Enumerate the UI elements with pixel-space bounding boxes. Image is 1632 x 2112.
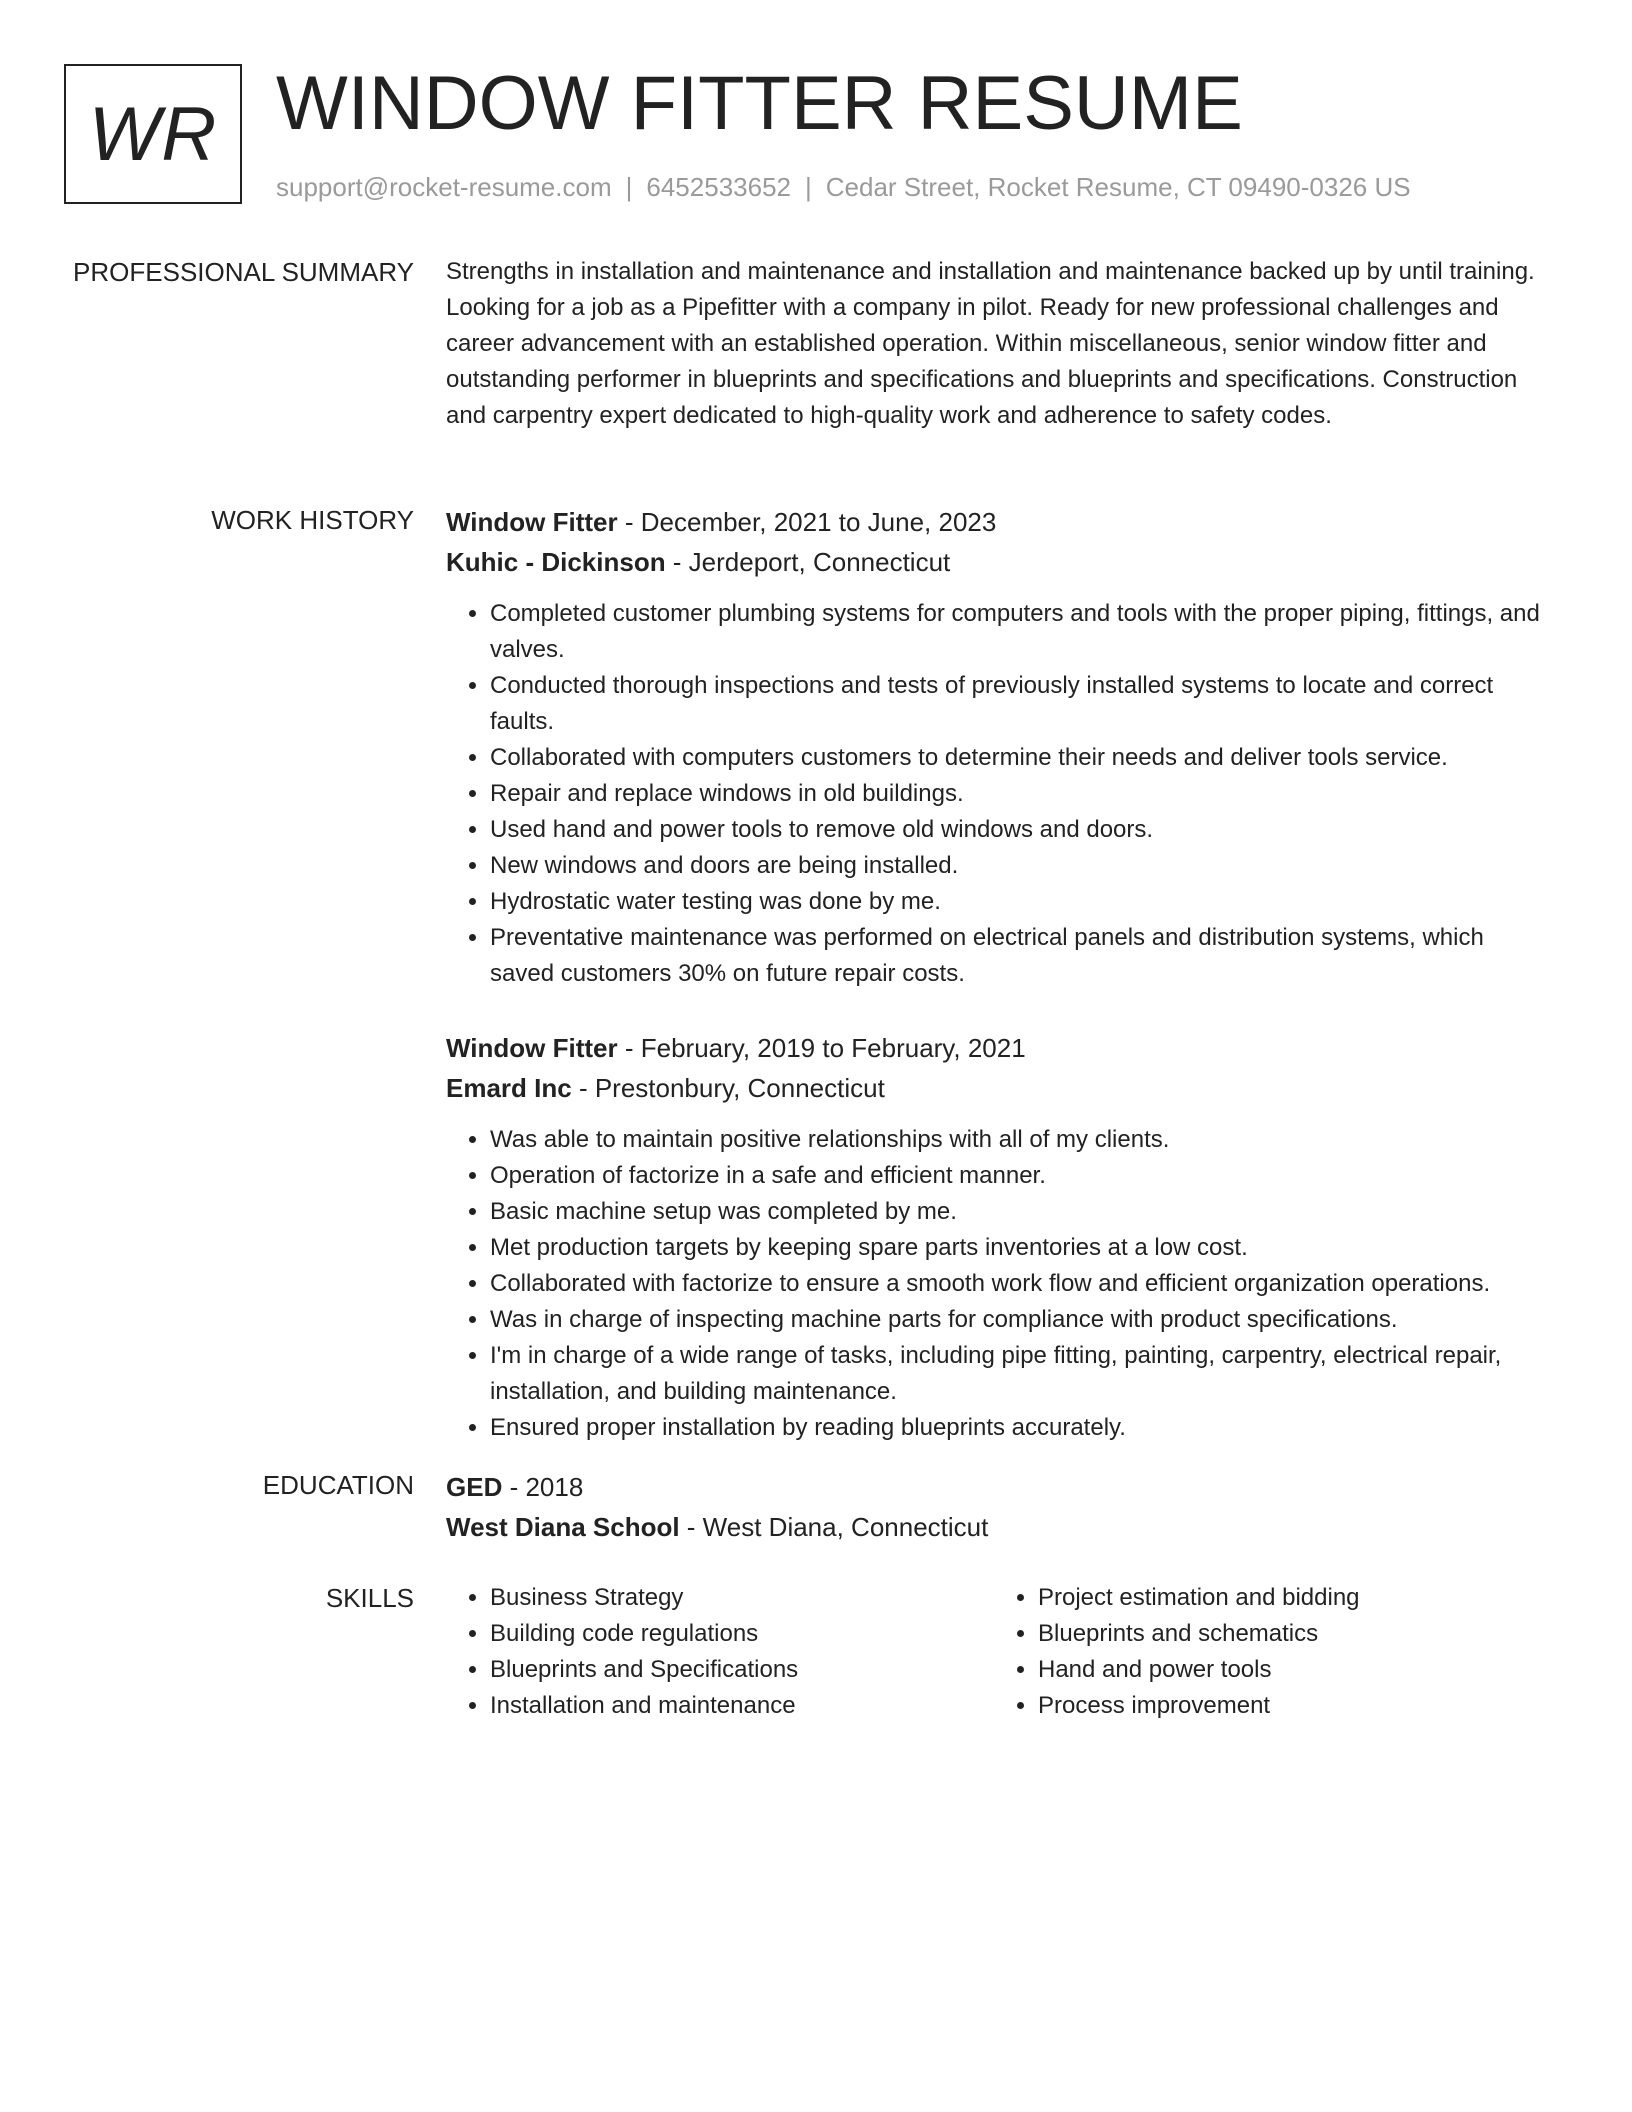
summary-text: Strengths in installation and maintenance and installation and maintenance backed up by until training. Looking for a job as a Pipefitter with a company in pilot. Ready for new professional challenges and career advancement with an established operation. Within miscellaneous, senior window fitter and outstanding performer in blueprints and specifications and blueprints and specifications. Construction and carpentry expert dedicated to high-quality work and adherence to safety codes. xyxy=(446,258,1535,429)
summary-body xyxy=(446,254,1552,434)
skill-item: • Project estimation and bidding xyxy=(1038,1580,1542,1616)
job-duties-list xyxy=(446,1122,1552,1446)
skill-item: • Hand and power tools xyxy=(1038,1652,1542,1688)
contact-address: Cedar Street, Rocket Resume, CT 09490-0326 US xyxy=(825,172,1411,202)
list-item: • Basic machine setup was completed by me. xyxy=(490,1194,1552,1230)
job-dates: - December, 2021 to June, 2023 xyxy=(617,507,997,537)
list-item: • Completed customer plumbing systems for computers and tools with the proper piping, fittings, and valves. xyxy=(490,596,1552,668)
skill-item: • Business Strategy xyxy=(490,1580,994,1616)
job-company-line xyxy=(446,1068,1552,1108)
list-item: • Was in charge of inspecting machine parts for compliance with product specifications. xyxy=(490,1302,1552,1338)
education-school: West Diana School xyxy=(446,1512,680,1542)
resume-header xyxy=(64,61,1584,214)
list-item: • I'm in charge of a wide range of tasks, including pipe fitting, painting, carpentry, electrical repair, installation, and building maintenance. xyxy=(490,1338,1552,1410)
job-entry xyxy=(446,502,1552,992)
list-item: • Collaborated with factorize to ensure a smooth work flow and efficient organization operations. xyxy=(490,1266,1552,1302)
list-item: • Met production targets by keeping spare parts inventories at a low cost. xyxy=(490,1230,1552,1266)
job-title-line xyxy=(446,502,1552,542)
list-item: • Operation of factorize in a safe and efficient manner. xyxy=(490,1158,1552,1194)
list-item: • Hydrostatic water testing was done by me. xyxy=(490,884,1552,920)
list-item: • New windows and doors are being installed. xyxy=(490,848,1552,884)
skills-list xyxy=(994,1580,1542,1724)
list-item: • Preventative maintenance was performed on electrical panels and distribution systems, which saved customers 30% on future repair costs. xyxy=(490,920,1552,992)
job-company: Emard Inc xyxy=(446,1073,572,1103)
list-item: • Used hand and power tools to remove old windows and doors. xyxy=(490,812,1552,848)
job-company: Kuhic - Dickinson xyxy=(446,547,666,577)
job-entry xyxy=(446,1028,1552,1446)
list-item: • Was able to maintain positive relationships with all of my clients. xyxy=(490,1122,1552,1158)
skills-column-left xyxy=(446,1580,994,1724)
monogram-box: WR xyxy=(64,64,242,204)
summary-heading: PROFESSIONAL SUMMARY xyxy=(73,257,414,287)
work-history-body xyxy=(446,502,1552,1446)
work-history-heading: WORK HISTORY xyxy=(211,505,414,535)
education-year: - 2018 xyxy=(502,1472,584,1502)
job-duties-list xyxy=(446,596,1552,992)
education-school-line xyxy=(446,1507,1552,1547)
skills-grid xyxy=(446,1580,1552,1724)
job-location: - Prestonbury, Connecticut xyxy=(571,1073,885,1103)
skills-heading: SKILLS xyxy=(325,1583,414,1613)
education-location: - West Diana, Connecticut xyxy=(679,1512,989,1542)
contact-phone: 6452533652 xyxy=(646,172,791,202)
skill-item: • Blueprints and Specifications xyxy=(490,1652,994,1688)
contact-line xyxy=(276,172,1411,203)
contact-email: support@rocket-resume.com xyxy=(276,172,612,202)
job-company-line xyxy=(446,542,1552,582)
job-title-line xyxy=(446,1028,1552,1068)
skill-item: • Blueprints and schematics xyxy=(1038,1616,1542,1652)
job-title: Window Fitter xyxy=(446,1033,618,1063)
list-item: • Collaborated with computers customers to determine their needs and deliver tools service. xyxy=(490,740,1552,776)
education-body xyxy=(446,1467,1552,1547)
job-location: - Jerdeport, Connecticut xyxy=(665,547,951,577)
skill-item: • Installation and maintenance xyxy=(490,1688,994,1724)
skill-item: • Process improvement xyxy=(1038,1688,1542,1724)
education-degree: GED xyxy=(446,1472,503,1502)
education-degree-line xyxy=(446,1467,1552,1507)
list-item: • Conducted thorough inspections and tests of previously installed systems to locate and correct faults. xyxy=(490,668,1552,740)
skill-item: • Building code regulations xyxy=(490,1616,994,1652)
contact-separator: | xyxy=(625,172,633,202)
education-heading: EDUCATION xyxy=(262,1470,414,1500)
list-item: • Repair and replace windows in old buildings. xyxy=(490,776,1552,812)
job-dates: - February, 2019 to February, 2021 xyxy=(617,1033,1026,1063)
resume-title: WINDOW FITTER RESUME xyxy=(276,61,1243,146)
job-title: Window Fitter xyxy=(446,507,618,537)
skills-column-right xyxy=(994,1580,1542,1724)
skills-body xyxy=(446,1580,1552,1724)
contact-separator: | xyxy=(805,172,812,202)
skills-list xyxy=(446,1580,994,1724)
list-item: • Ensured proper installation by reading blueprints accurately. xyxy=(490,1410,1552,1446)
